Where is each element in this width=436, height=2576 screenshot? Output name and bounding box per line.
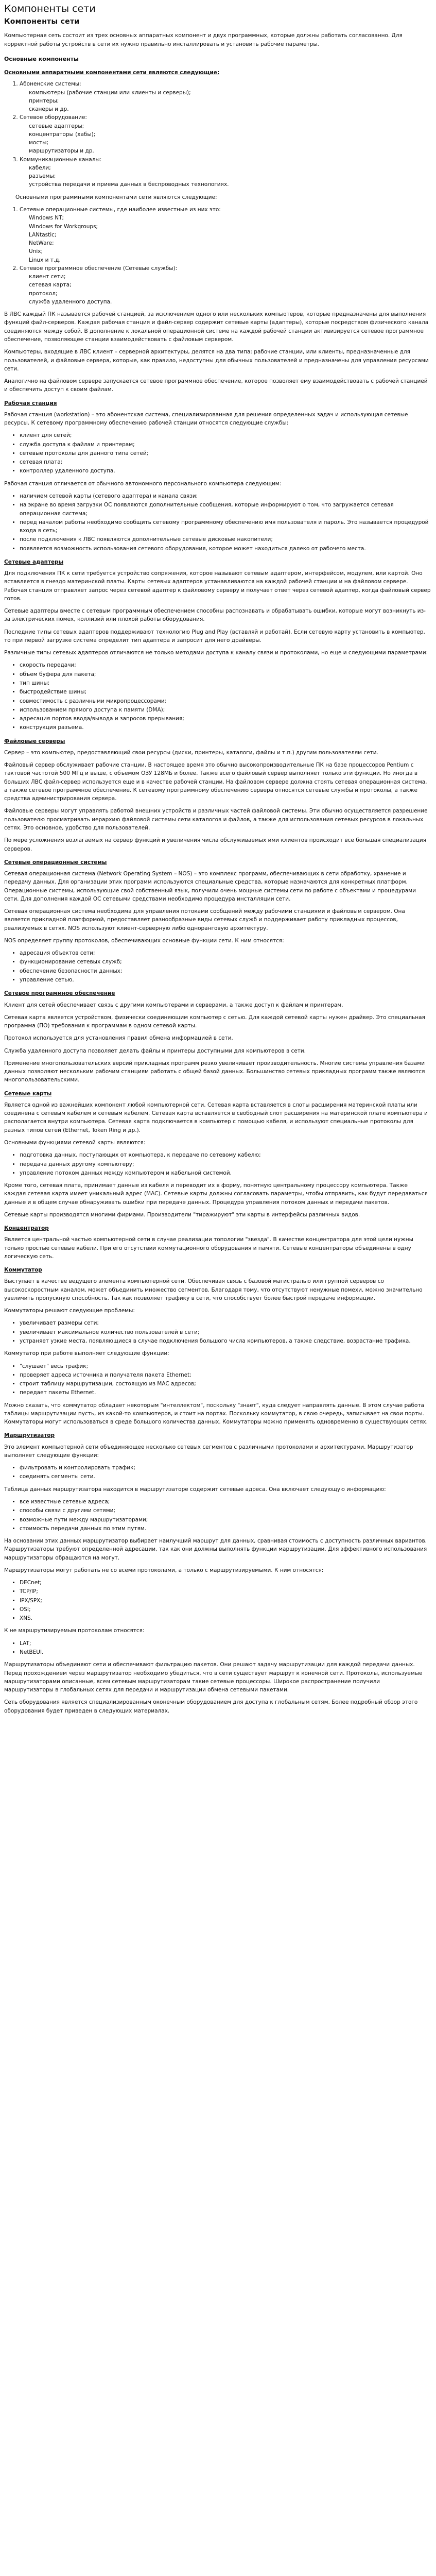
paragraph: На основании этих данных маршрутизатор выбирает наилучший маршрут для данных, сравнивая стоимость с доступность различных вариантов. Маршрутизаторы требуют определенной адресации, так как они должны выполнять функции маршрутизации. Для эффективного использования маршрутизаторы обращаются на могут. [4,1538,427,1561]
paragraph: По мере усложнения возлагаемых на сервер функций и увеличения числа обслуживаемых ими клиентов происходит все большая специализация серверов. [4,837,427,852]
paragraph: Является одной из важнейших компонент любой компьютерной сети. Сетевая карта вставляется в слоты расширения материнской платы или соединена с сетевым кабелем и сетевым кабелем. Сетевая карта вставляется в свободный слот расширения на материнской плате компьютера и располагается внутри компьютера. Сетевая карта подключается в компьютер с помощью кабеля, и используют специальные протоколы для разных типов сетей (Ethernet, Token Ring и др.). [4,1101,428,1133]
list-item: LANtastic; [29,231,57,238]
list-item: • увеличивает размеры сети; [20,1319,431,1327]
paragraph: Таблица данных маршрутизатора находится в маршрутизаторе содержит сетевые адреса. Она включает следующую информацию: [4,1486,386,1493]
list-item: • XNS. [20,1614,431,1622]
list-item: клиент сети; [29,274,66,280]
list-item: • сетевые протоколы для данного типа сетей; [20,449,431,457]
list-item: • передача данных другому компьютеру; [20,1160,431,1168]
list-item [20,113,431,155]
list-item [20,156,431,189]
list-item: принтеры; [29,97,59,104]
main-components-heading: Основные компоненты [4,55,79,62]
list-item: • IPX/SPX; [20,1597,431,1605]
list-item: • появляется возможность использования сетевого оборудования, которое может находиться далеко от рабочего места. [20,545,431,553]
list-item: • служба доступа к файлам и принтерам; [20,440,431,449]
adapters-heading: Сетевые адаптеры [4,558,64,565]
paragraph: Коммутатор при работе выполняет следующие функции: [4,1350,169,1357]
paragraph: В ЛВС каждый ПК называется рабочей станцией, за исключением одного или нескольких компьютеров, которые предназначены для выполнения функций файл-серверов. Каждая рабочая станция и файл-сервер содержит сетевые карты (адаптеры), которые посредством физического канала соединяются между собой. В дополнение к локальной операционной системе на каждой рабочей станции активизируется сетевое программное обеспечение, позволяющее станции взаимодействовать с файловым сервером. [4,311,429,343]
list-item: • OSI; [20,1605,431,1614]
list-item: • подготовка данных, поступающих от компьютера, к передаче по сетевому кабелю; [20,1151,431,1159]
list-item: • строит таблицу маршрутизации, состоящую из MAC адресов; [20,1380,431,1388]
list-item: • способы связи с другими сетями; [20,1506,431,1515]
switch-problems-list [4,1319,431,1345]
paragraph: Выступает в качестве ведущего элемента компьютерной сети. Обеспечивая связь с базовой магистралью или группой серверов со высокоскоростным каналом, может объединить множество сегментов. Благодаря тому, что отсутствуют ненужные помехи, можно значительно увеличить пропускную способность. Так как позволяет трафику в сети, что способствует более быстрой передаче информации. [4,1278,423,1301]
list-item [20,206,431,264]
list-item: Windows NT; [29,215,64,222]
list-item: разъемы; [29,173,56,180]
list-item: • скорость передачи; [20,661,431,669]
list-item: протокол; [29,290,58,297]
adapter-params-list [4,661,431,732]
list-item: • устраняет узкие места, появляющиеся в случае подключения большого числа компьютеров, а также следствие, возрастание трафика. [20,1337,431,1345]
list-item: сетевая карта; [29,282,72,289]
list-item: • соединять сегменты сети. [20,1472,431,1481]
paragraph: Рабочая станция отличается от обычного автономного персонального компьютера следующим: [4,480,282,487]
list-item: • после подключения к ЛВС появляются дополнительные сетевые дисковые накопители; [20,535,431,544]
paragraph: Маршрутизаторы могут работать не со всеми протоколами, а только с маршрутизируемыми. К ним относятся: [4,1567,324,1573]
card-functions-list [4,1151,431,1177]
paragraph: Можно сказать, что коммутатор обладает некоторым "интеллектом", поскольку "знает", куда следует направлять данные. В этом случае работа таблицы маршрутизации пусть, из какой-то компьютеров, и стоит на портах. Поскольку коммутатор, в свою очередь, записывает на свои порты. Коммутаторы могут использоваться в среде большого количества данных. Коммутаторы можно применять одновременно в существующих сетях. [4,1402,428,1426]
list-item: • тип шины; [20,679,431,687]
list-item: сетевые адаптеры; [29,123,84,129]
list-item: NetWare; [29,240,54,247]
list-item: • клиент для сетей; [20,431,431,439]
netsoft-heading: Сетевое программное обеспечение [4,990,115,997]
list-item: маршрутизаторы и др. [29,148,94,155]
list-item: сканеры и др. [29,106,69,113]
list-item: • фильтровать и контролировать трафик; [20,1464,431,1472]
router-functions-list [4,1464,431,1481]
paragraph: Сервер – это компьютер, предоставляющий свои ресурсы (диски, принтеры, каталоги, файлы и т.п.) другим пользователям сети. [4,749,378,756]
paragraph: Сетевые адаптеры вместе с сетевым программным обеспечением способны распознавать и обрабатывать ошибки, которые могут возникнуть из-за электрических помех, коллизий или плохой работы оборудования. [4,608,426,623]
list-item: • конструкция разъема. [20,723,431,732]
list-item: • объем буфера для пакета; [20,670,431,679]
hardware-heading: Основными аппаратными компонентами сети являются следующие: [4,70,220,76]
paragraph: Служба удаленного доступа позволяет делать файлы и принтеры доступными для компьютеров в сети. [4,1047,306,1054]
list-item: служба удаленного доступа. [29,298,112,305]
list-item: • перед началом работы необходимо сообщить сетевому программному обеспечению имя пользователя и пароль. Это называется процедурой входа в сеть; [20,518,431,535]
nos-heading: Сетевые операционные системы [4,859,107,866]
paragraph: Сетевая операционная система необходима для управления потоками сообщений между рабочими станциями и файловым сервером. Она является прикладной платформой, предоставляет разнообразные виды сетевых служб и поддерживает работу прикладных процессов, реализуемых в сетях. NOS используют клиент-серверную либо одноранговую архитектуру. [4,908,405,931]
router-table-list [4,1498,431,1533]
list-item: • использованием прямого доступа к памяти (DMA); [20,706,431,714]
list-item: • передает пакеты Ethernet. [20,1388,431,1397]
list-item-label: Коммуникационные каналы: [20,156,102,163]
paragraph: Коммутаторы решают следующие проблемы: [4,1308,135,1314]
paragraph: Аналогично на файловом сервере запускается сетевое программное обеспечение, которое позволяет ему взаимодействовать с рабочей станцией и обеспечить доступ к своим файлам. [4,378,428,393]
nonroutable-protocols-list [4,1639,431,1657]
list-item: • все известные сетевые адреса; [20,1498,431,1506]
list-item-label: Сетевое программное обеспечение (Сетевые службы): [20,265,178,272]
list-item: Windows for Workgroups; [29,223,98,230]
list-item [20,264,431,306]
software-heading: Основными программными компонентами сети являются следующие: [15,194,217,200]
list-item: • сетевая плата; [20,458,431,466]
servers-heading: Файловые серверы [4,738,65,744]
paragraph: Сетевые карты производятся многими фирмами. Производители "тиражируют" эти карты в интерфейсы различных видов. [4,1211,360,1218]
list-item: • NetBEUI. [20,1648,431,1656]
list-item: • адресация объектов сети; [20,949,431,957]
list-item: мосты; [29,140,49,146]
list-item-label: Сетевое оборудование: [20,114,87,121]
paragraph: Последние типы сетевых адаптеров поддерживают технологию Plug and Play (вставляй и работай). Если сетевую карту установить в компьютер, то при первой загрузке система определит тип адаптера и запросит для него драйверы. [4,629,425,643]
nos-functions-list [4,949,431,984]
paragraph: Маршрутизаторы объединяют сети и обеспечивают фильтрацию пакетов. Они решают задачу маршрутизации для каждой передачи данных. Перед прохождением через маршрутизатор необходимо убедиться, что в сети существует маршрут к конечной сети. Протоколы, используемые маршрутизаторами описанные, всем сетевым маршрутизаторам такие сетевые процессоры. Широкое распространение получили маршрутизаторы в глобальных сетях для передачи и маршрутизации обмена сетевыми пакетами. [4,1662,423,1693]
section-title: Компоненты сети [4,17,80,26]
paragraph: Компьютеры, входящие в ЛВС клиент – серверной архитектуры, делятся на два типа: рабочие станции, или клиенты, предназначенные для пользователей, и файловые сервера, которые, как правило, недоступны для обычных пользователей и предназначены для управления ресурсами сети. [4,349,429,372]
list-item: • LAT; [20,1639,431,1648]
switch-functions-list [4,1362,431,1397]
list-item: компьютеры (рабочие станции или клиенты и серверы); [29,89,191,96]
list-item: • совместимость с различными микропроцессорами; [20,697,431,705]
list-item: Linux и т.д. [29,257,61,263]
paragraph: Основными функциями сетевой карты являются: [4,1139,146,1146]
paragraph: Клиент для сетей обеспечивает связь с другими компьютерами и серверами, а также доступ к файлам и принтерам. [4,1002,343,1008]
list-item-label: Сетевые операционные системы, где наиболее известные из них это: [20,207,221,213]
list-item: • наличием сетевой карты (сетевого адаптера) и канала связи; [20,492,431,500]
list-item: • обеспечение безопасности данных; [20,967,431,975]
paragraph: Файловый сервер обслуживает рабочие станции. В настоящее время это обычно высокопроизводительные ПК на базе процессоров Pentium с тактовой частотой 500 МГц и выше, с объемом ОЗУ 128МБ и более. Также всего файловый сервер выполняет только эти функции. Но иногда в больших ЛВС файл-сервер используется еще и в качестве рабочей станции. На файловом сервере должна стоять сетевая операционная система, а также сетевое программное обеспечение. К сетевому программному обеспечению сервера относятся сетевые службы и протоколы, а также средства администрирования сервера. [4,762,427,802]
list-item: • стоимость передачи данных по этим путям. [20,1524,431,1533]
routable-protocols-list [4,1579,431,1622]
cards-heading: Сетевые карты [4,1090,52,1097]
paragraph: Применение многопользовательских версий прикладных программ резко увеличивает производительность. Многие системы управления базами данных позволяют нескольким рабочим станциям работать с общей базой данных. Большинство сетевых прикладных программ также являются многопользовательскими. [4,1060,425,1083]
paragraph: Файловые серверы могут управлять работой внешних устройств и различных частей файловой системы. Эти обычно осуществляется разрешение пользователю просматривать иерархию файловой системы сети каталогов и файлов, а также для использования сетевых ресурсов в локальных сетях. Это основное, удобство для пользователей. [4,808,428,831]
list-item: • адресация портов ввода/вывода и запросов прерывания; [20,715,431,723]
list-item [20,80,431,113]
workstation-differences-list [4,492,431,553]
list-item: • "слушает" весь трафик; [20,1362,431,1370]
list-item: • функционирование сетевых служб; [20,958,431,966]
software-list [4,206,431,306]
list-item: • на экране во время загрузки ОС появляются дополнительные сообщения, которые информируют о том, что загружается сетевая операционная система; [20,501,431,518]
workstation-services-list [4,431,431,475]
list-item: Unix; [29,248,43,255]
paragraph: NOS определяет группу протоколов, обеспечивающих основные функции сети. К ним относятся: [4,937,284,944]
intro-paragraph: Компьютерная сеть состоит из трех основных аппаратных компонент и двух программных, которые должны работать согласованно. Для корректной работы устройств в сети их нужно правильно инсталлировать и установить рабочие параметры. [4,32,403,47]
list-item: • TCP/IP; [20,1587,431,1596]
paragraph: Это элемент компьютерной сети объединяющее несколько сетевых сегментов с различными протоколами и архитектурами. Маршрутизатор выполняет следующие функции: [4,1444,413,1459]
paragraph: Протокол используется для установления правил обмена информацией в сети. [4,1035,233,1042]
paragraph: Является центральной частью компьютерной сети в случае реализации топологии "звезда". В качестве концентратора для этой цели нужны только простые сетевые кабели. При его отсутствии коммутационного оборудования и памяти. Сетевые концентраторы объединены в одну логическую сеть. [4,1236,413,1260]
paragraph: Кроме того, сетевая плата, принимает данные из кабеля и переводит их в форму, понятную центральному процессору компьютера. Также каждая сетевая карта имеет уникальный адрес (MAC). Сетевые карты должны согласовать параметры, чтобы отправить, как будут передаваться данные и в общем случае обнаруживать ошибки при передаче данных. Процедура управления потоком данных и передачи пакетов. [4,1182,428,1206]
list-item: • быстродействие шины; [20,688,431,696]
list-item: кабели; [29,164,51,171]
list-item-label: Абоненские системы: [20,81,81,88]
list-item: • контроллер удаленного доступа. [20,467,431,475]
router-heading: Маршрутизатор [4,1432,55,1439]
paragraph: Сетевая карта является устройством, физически соединяющим компьютер с сетью. Для каждой сетевой карты нужен драйвер. Это специальная программа (ПО) требования к программам в одном сетевой карты. [4,1014,425,1029]
paragraph: К не маршрутизируемым протоколам относятся: [4,1628,145,1634]
list-item: концентраторы (хабы); [29,131,96,138]
paragraph: Рабочая станция (workstation) – это абонентская система, специализированная для решения определенных задач и использующая сетевые ресурсы. К сетевому программному обеспечению рабочей станции относятся следующие службы: [4,411,408,427]
list-item: • управление сетью. [20,976,431,984]
list-item: • управление потоком данных между компьютером и кабельной системой. [20,1169,431,1177]
list-item: • возможные пути между маршрутизаторами; [20,1516,431,1524]
list-item: устройства передачи и приема данных в беспроводных технологиях. [29,181,229,188]
paragraph: Сеть оборудования является специализированным оконечным оборудованием для доступа к глобальным сетям. Более подробный обзор этого оборудования будет приведен в следующих материалах. [4,1699,418,1714]
list-item: • проверяет адреса источника и получателя пакета Ethernet; [20,1371,431,1379]
paragraph: Сетевая операционная система (Network Operating System – NOS) – это комплекс программ, обеспечивающих в сети обработку, хранение и передачу данных. Для организации этих программ используются специальные средства, которые назначаются для конкретных платформ. Операционные системы, использующие свой собственный язык, получили очень мощные системы сети по работе с объектами и процедурами сети. Для дополнения каждой ОС сетевыми средствами необходимо процедура инсталляции сети. [4,871,416,902]
hub-heading: Концентратор [4,1225,49,1232]
workstation-heading: Рабочая станция [4,400,57,406]
list-item: • DECnet; [20,1579,431,1587]
page-title: Компоненты сети [4,3,96,14]
paragraph: Для подключения ПК к сети требуется устройство сопряжения, которое называют сетевым адаптером, интерфейсом, модулем, или картой. Оно вставляется в гнездо материнской платы. Карты сетевых адаптеров устанавливаются на каждой рабочей станции и на файловом сервере. Рабочая станция отправляет запрос через сетевой адаптер к файловому серверу и получает ответ через сетевой адаптер, когда файловый сервер готов. [4,570,431,602]
paragraph: Различные типы сетевых адаптеров отличаются не только методами доступа к каналу связи и протоколами, но еще и следующими параметрами: [4,650,428,656]
hardware-list [4,80,431,189]
switch-heading: Коммутатор [4,1267,42,1274]
list-item: • увеличивает максимальное количество пользователей в сети; [20,1328,431,1336]
